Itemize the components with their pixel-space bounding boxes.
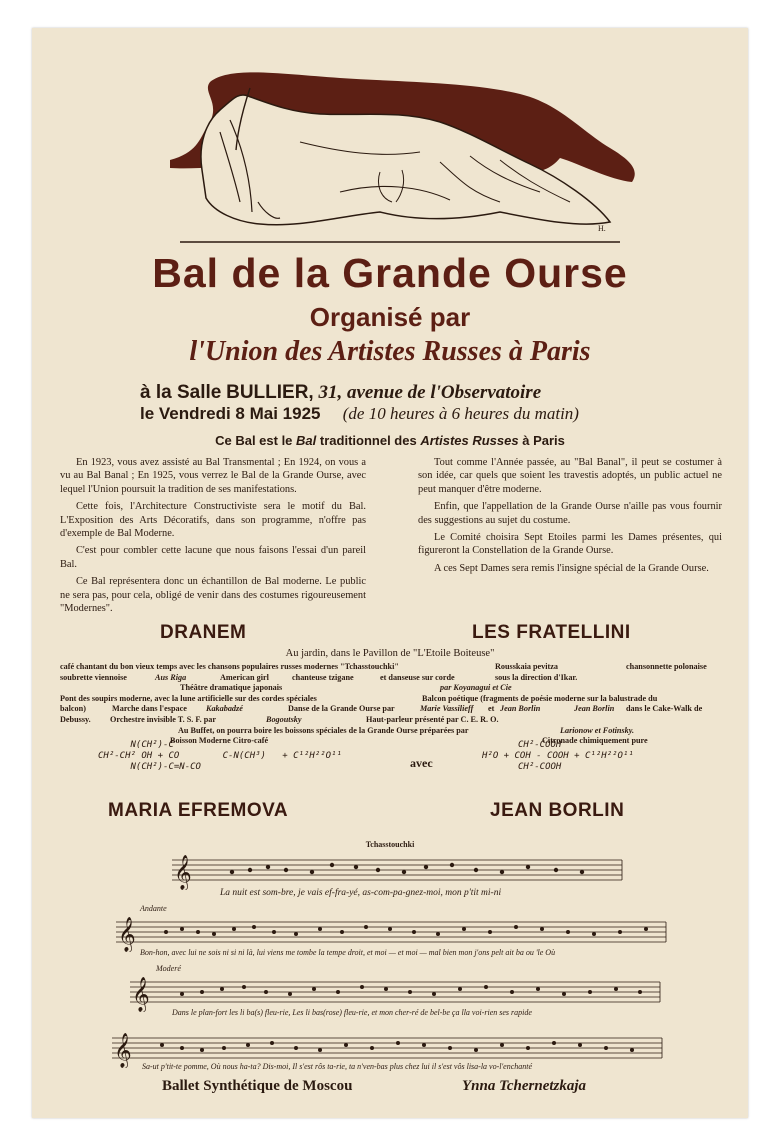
performer-dranem: DRANEM — [160, 622, 247, 643]
formula-line: H²O + COH - COOH + C¹²H²²O¹¹ — [482, 751, 634, 761]
music-staff-1 — [172, 850, 632, 890]
formula-line: N(CH²)-C=N-CO — [98, 762, 201, 772]
program-text: Marche dans l'espace — [112, 704, 187, 714]
lead-part: à Paris — [522, 433, 565, 448]
program-text: soubrette viennoise — [60, 672, 127, 682]
lyric-line-3: Dans le plan-fort les li ba(s) fleu-rie, Les li bas(rose) fleu-rie, et mon cher-ré de bel-be ça lla voi-rien ses rapide — [172, 1008, 532, 1017]
program-text: chanteuse tzigane — [292, 672, 354, 682]
program-text: Debussy. — [60, 714, 91, 724]
program-text: dans le Cake-Walk de — [626, 704, 703, 714]
venue-line — [140, 382, 541, 404]
paragraph: Cette fois, l'Architecture Constructiviste sera le motif du Bal. L'Exposition des Arts Décoratifs, dans son programme, n'offre pas d'exemple de Bal Moderne. — [60, 501, 366, 540]
program-text: Danse de la Grande Ourse par — [288, 704, 395, 714]
program-text: Boisson Moderne Citro-café — [170, 736, 269, 746]
svg-text:𝄞: 𝄞 — [132, 977, 150, 1012]
program-text: sous la direction d'Ikar. — [495, 672, 578, 682]
paragraph: Le Comité choisira Sept Etoiles parmi les Dames présentes, qui figureront la Constellation de la Grande Ourse. — [418, 532, 722, 557]
program-text: Orchestre invisible T. S. F. par — [110, 714, 216, 724]
venue-name: BULLIER, — [226, 382, 314, 403]
song-title: Tchasstouchki — [365, 840, 415, 849]
lead-part: traditionnel des — [319, 433, 417, 448]
lead-part: Ce Bal est le — [215, 433, 293, 448]
formula-right — [482, 740, 732, 773]
program-text: par Koyanagui et Cie — [440, 683, 512, 693]
artist-signature: H. — [598, 224, 606, 233]
reclining-figure-illustration — [140, 52, 640, 248]
formula-line: CH²-COOH — [518, 740, 562, 750]
program-text: Aus Riga — [155, 672, 187, 682]
paragraph: Tout comme l'Année passée, au "Bal Banal", il peut se costumer à son idée, car quels que soient les travestis adoptés, un public actuel ne peut manquer d'être moderne. — [418, 457, 722, 495]
music-staff-3 — [130, 972, 670, 1012]
paragraph: C'est pour combler cette lacune que nous faisons l'essai d'un pareil Bal. — [60, 545, 366, 570]
program-text: Pont des soupirs moderne, avec la lune artificielle sur des cordes spéciales — [60, 693, 317, 703]
paragraph: En 1923, vous avez assisté au Bal Transmental ; En 1924, on vous a vu au Bal Banal ; En 1925, vous verrez le Bal de la Grande Ourse, avec lequel l'Union poursuit la tradition de ses manifestations. — [60, 457, 366, 495]
program-text: Balcon poétique (fragments de poésie moderne sur la balustrade du — [422, 693, 658, 703]
poster-title: Bal de la Grande Ourse — [152, 250, 628, 296]
program-text: Jean Borlin — [574, 704, 615, 714]
program-text: Rousskaia pevitza — [495, 662, 559, 671]
program-text: Haut-parleur présenté par C. E. R. O. — [366, 714, 499, 724]
performer-efremova: MARIA EFREMOVA — [108, 800, 289, 821]
tempo-andante: Andante — [140, 904, 167, 913]
program-text: Théâtre dramatique japonais — [180, 683, 283, 693]
program-text: café chantant du bon vieux temps avec les chansons populaires russes modernes "Tchasstouchki" — [60, 662, 399, 671]
footer-dancer: Ynna Tchernetzkaja — [462, 1078, 587, 1094]
lyric-line-1: La nuit est som-bre, je vais ef-fra-yé, as-com-pa-gnez-moi, mon p'tit mi-ni — [220, 888, 502, 898]
program-text: American girl — [220, 672, 269, 682]
program-text: Marie Vassilieff — [420, 704, 474, 714]
organized-by: Organisé par — [309, 302, 471, 332]
paragraph: Enfin, que l'appellation de la Grande Ourse n'aille pas vous fournir des suggestions au sujet du costume. — [418, 501, 722, 526]
program-text: chansonnette polonaise — [626, 662, 707, 671]
program-text: Larionow et Fotinsky. — [560, 725, 635, 735]
program-text: et danseuse sur corde — [380, 672, 455, 682]
program-text: Citronade chimiquement pure — [542, 736, 648, 746]
lead-part: Bal — [296, 433, 317, 448]
music-staff-2 — [116, 912, 676, 952]
formula-line: CH²-CH² OH + CO C-N(CH³) + C¹²H²²O¹¹ — [98, 751, 342, 761]
program-text: Kakabadzé — [206, 704, 243, 714]
tempo-modere: Moderé — [156, 964, 181, 973]
program-text: Au Buffet, on pourra boire les boissons spéciales de la Grande Ourse préparées par — [178, 725, 469, 735]
program-text: et — [488, 704, 495, 714]
organizer-name: l'Union des Artistes Russes à Paris — [189, 336, 591, 367]
svg-text:𝄞: 𝄞 — [174, 855, 192, 890]
lead-sentence — [32, 433, 748, 448]
date-line — [140, 404, 579, 424]
program-text: balcon) — [60, 704, 86, 714]
paragraph: Ce Bal représentera donc un échantillon de Bal moderne. Le public ne sera pas, pour cela, obligé de venir dans des costumes rigoureusement "Modernes". — [60, 576, 366, 615]
lead-part: Artistes Russes — [420, 433, 519, 448]
program-text: Jean Borlin — [500, 704, 541, 714]
performer-fratellini: LES FRATELLINI — [472, 622, 631, 643]
event-date: le Vendredi 8 Mai 1925 — [140, 404, 321, 423]
poster-sheet — [32, 28, 748, 1118]
formula-line: CH²-COOH — [518, 762, 562, 772]
svg-text:𝄞: 𝄞 — [114, 1033, 132, 1068]
program-text: Bogoutsky — [266, 714, 302, 724]
program-details — [60, 662, 730, 747]
formula-left — [98, 740, 398, 773]
lyric-line-4: Sa-ut p'tit-te pomme, Où nous ha-ta? Dis-moi, Il s'est rôs ta-rie, ta n'ven-bas plus chez lui il s'est vôs lisa-la vo-l'enchanté — [142, 1062, 533, 1071]
left-column — [60, 456, 366, 619]
performer-borlin: JEAN BORLIN — [490, 800, 625, 821]
venue-address: 31, avenue de l'Observatoire — [318, 382, 542, 403]
venue-prefix: à la Salle — [140, 382, 222, 403]
event-hours: (de 10 heures à 6 heures du matin) — [342, 404, 579, 423]
right-column — [418, 456, 722, 579]
garden-line: Au jardin, dans le Pavillon de "L'Etoile Boiteuse" — [285, 648, 495, 659]
formula-line: N(CH²)-C — [98, 740, 174, 750]
footer-ballet: Ballet Synthétique de Moscou — [162, 1078, 353, 1094]
lyric-line-2: Bon-hon, avec lui ne sois ni si ni là, lui viens me tombe la tempe droit, et moi — et moi — mal bien mon j'ons pelt ait ba ou 'le Où — [140, 948, 556, 957]
paragraph: A ces Sept Dames sera remis l'insigne spécial de la Grande Ourse. — [434, 562, 709, 574]
svg-text:𝄞: 𝄞 — [118, 917, 136, 952]
avec-label: avec — [410, 756, 433, 770]
